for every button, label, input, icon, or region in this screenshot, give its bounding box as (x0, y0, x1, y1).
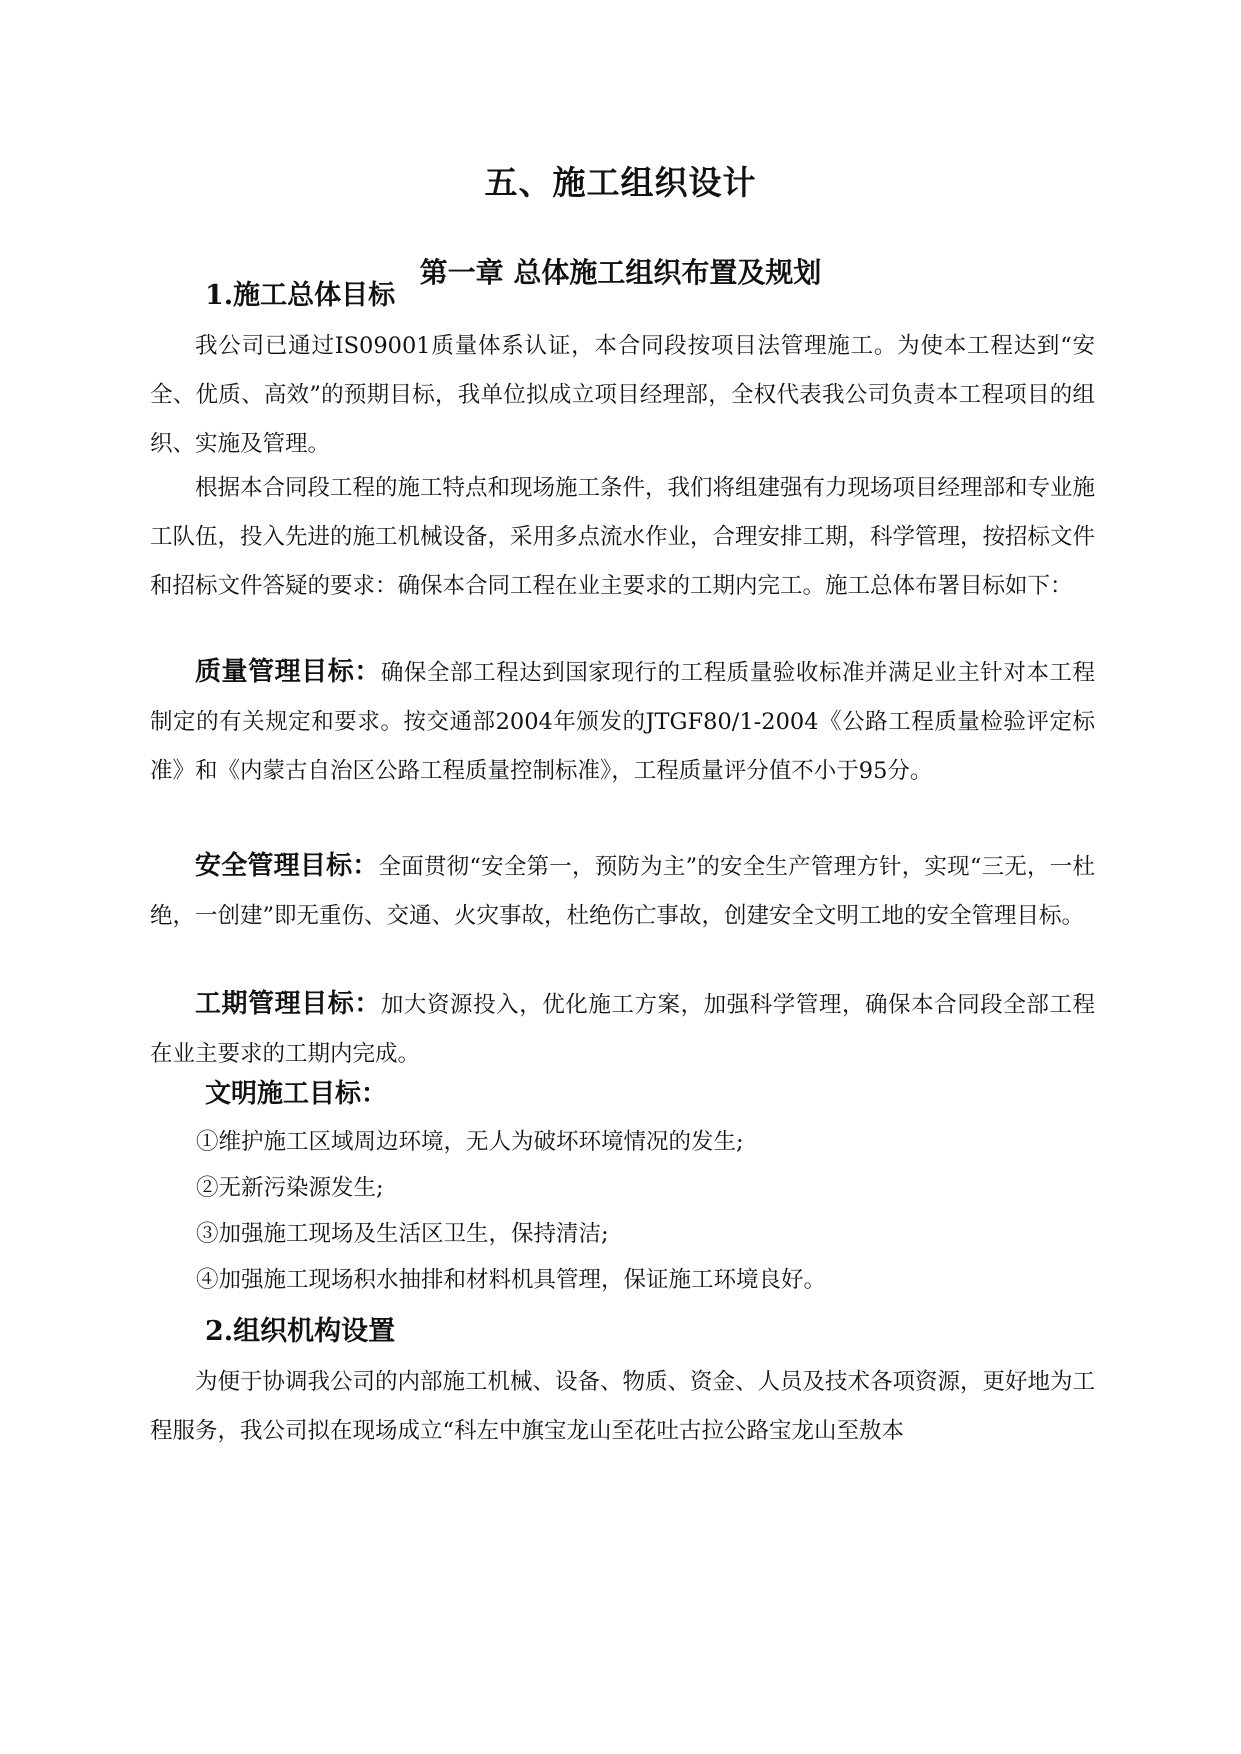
paragraph-certification: 我公司已通过IS09001质量体系认证，本合同段按项目法管理施工。为使本工程达到“安全、优质、高效”的预期目标，我单位拟成立项目经理部，全权代表我公司负责本工程项目的组织、实施及管理。 (150, 333, 1095, 457)
safety-goal-label: 安全管理目标： (195, 851, 379, 881)
safety-goal-text: 全面贯彻“安全第一，预防为主”的安全生产管理方针，实现“三无，一杜绝，一创建”即无重伤、交通、火灾事故，杜绝伤亡事故，创建安全文明工地的安全管理目标。 (150, 854, 1095, 929)
schedule-goal-text: 加大资源投入，优化施工方案，加强科学管理，确保本合同段全部工程在业主要求的工期内完成。 (150, 992, 1095, 1067)
paragraph-organization: 为便于协调我公司的内部施工机械、设备、物质、资金、人员及技术各项资源，更好地为工程服务，我公司拟在现场成立“科左中旗宝龙山至花吐古拉公路宝龙山至敖本 (150, 1369, 1096, 1444)
section-heading-organization: 2.组织机构设置 (205, 1316, 396, 1347)
quality-goal-text: 确保全部工程达到国家现行的工程质量验收标准并满足业主针对本工程制定的有关规定和要求。按交通部2004年颁发的JTGF80/1-2004《公路工程质量检验评定标准》和《内蒙古自治区公路工程质量控制标准》，工程质量评分值不小于95分。 (150, 660, 1095, 784)
civil-item: ③加强施工现场及生活区卫生，保持清洁; (196, 1221, 609, 1247)
paragraph-deployment: 根据本合同段工程的施工特点和现场施工条件，我们将组建强有力现场项目经理部和专业施工队伍，投入先进的施工机械设备，采用多点流水作业，合理安排工期，科学管理，按招标文件和招标文件答疑的要求：确保本合同工程在业主要求的工期内完工。施工总体布署目标如下： (150, 475, 1096, 599)
chapter-title: 第一章 总体施工组织布置及规划 (419, 256, 822, 289)
paragraph-safety-goal (150, 842, 1095, 941)
paragraph-quality-goal (150, 648, 1095, 796)
civil-item: ④加强施工现场积水抽排和材料机具管理，保证施工环境良好。 (196, 1267, 827, 1293)
quality-goal-label: 质量管理目标： (195, 657, 381, 687)
paragraph-schedule-goal (150, 980, 1095, 1079)
schedule-goal-label: 工期管理目标： (195, 989, 381, 1019)
civil-construction-heading: 文明施工目标： (205, 1079, 388, 1109)
section-heading-overall-goal: 1.施工总体目标 (205, 280, 396, 311)
civil-item: ①维护施工区域周边环境，无人为破坏环境情况的发生; (196, 1129, 744, 1155)
document-title: 五、施工组织设计 (484, 163, 757, 202)
civil-item: ②无新污染源发生; (196, 1175, 384, 1201)
